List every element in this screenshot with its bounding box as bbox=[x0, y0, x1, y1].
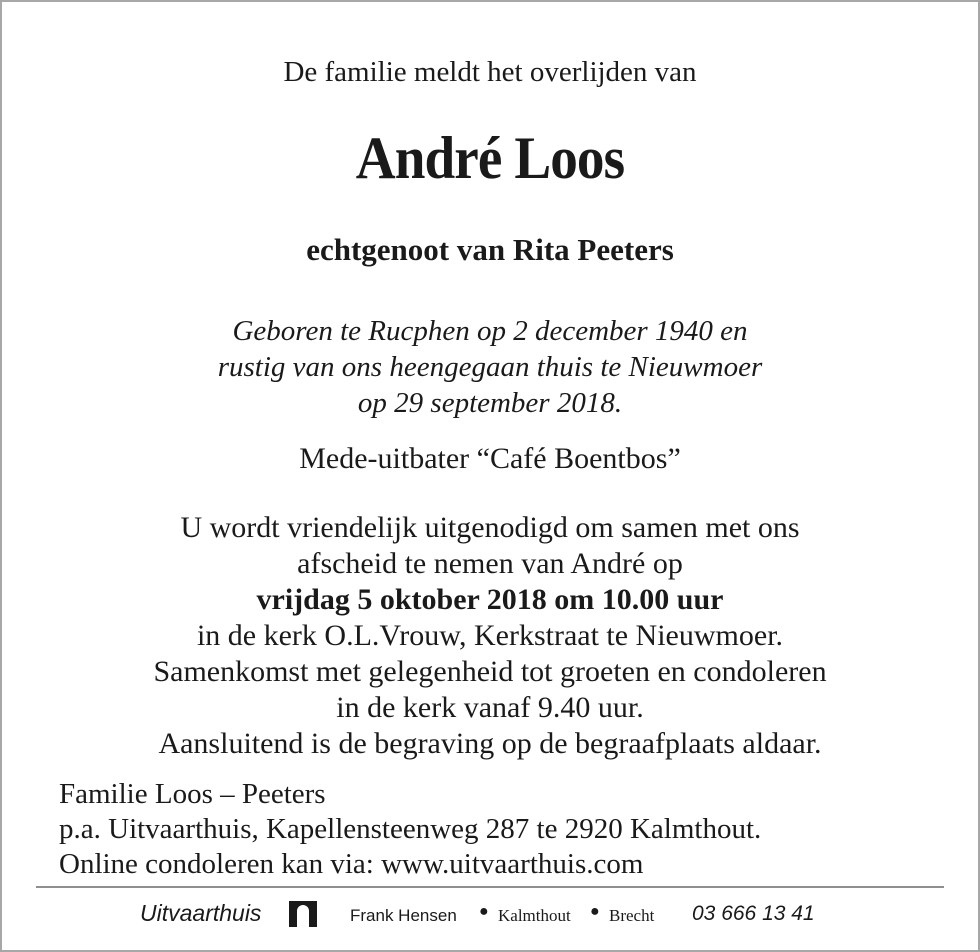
bullet-separator: ● bbox=[590, 903, 600, 920]
funeral-home-footer bbox=[0, 898, 980, 930]
invite-line: in de kerk vanaf 9.40 uur. bbox=[336, 691, 644, 724]
contact-block bbox=[59, 777, 761, 882]
ceremony-datetime: vrijdag 5 oktober 2018 om 10.00 uur bbox=[256, 583, 724, 616]
deceased-name: André Loos bbox=[355, 125, 625, 191]
online-condolence: Online condoleren kan via: www.uitvaarthuis.com bbox=[59, 848, 644, 880]
invite-line: afscheid te nemen van André op bbox=[297, 547, 683, 580]
family-name: Familie Loos – Peeters bbox=[59, 778, 326, 810]
spouse-line: echtgenoot van Rita Peeters bbox=[306, 232, 674, 267]
funeral-home-brand: Uitvaarthuis bbox=[140, 900, 262, 926]
footer-divider bbox=[36, 886, 944, 888]
role-line: Mede-uitbater “Café Boentbos” bbox=[299, 442, 681, 475]
birth-block bbox=[0, 313, 980, 421]
family-address: p.a. Uitvaarthuis, Kapellensteenweg 287 te 2920 Kalmthout. bbox=[59, 813, 762, 845]
funeral-director: Frank Hensen bbox=[350, 906, 457, 925]
location-brecht: Brecht bbox=[609, 906, 655, 925]
arch-logo-icon bbox=[289, 901, 317, 927]
birth-line: Geboren te Rucphen op 2 december 1940 en bbox=[232, 315, 748, 347]
bullet-separator: ● bbox=[479, 903, 489, 920]
invite-line: in de kerk O.L.Vrouw, Kerkstraat te Nieuwmoer. bbox=[196, 619, 784, 652]
birth-line: op 29 september 2018. bbox=[357, 387, 623, 419]
invite-line: U wordt vriendelijk uitgenodigd om samen met ons bbox=[180, 511, 800, 544]
location-kalmthout: Kalmthout bbox=[498, 906, 571, 925]
phone-number: 03 666 13 41 bbox=[692, 902, 815, 925]
intro-text: De familie meldt het overlijden van bbox=[283, 56, 697, 88]
invite-line: Aansluitend is de begraving op de begraafplaats aldaar. bbox=[158, 727, 822, 760]
birth-line: rustig van ons heengegaan thuis te Nieuwmoer bbox=[217, 351, 763, 383]
invite-line: Samenkomst met gelegenheid tot groeten en condoleren bbox=[153, 655, 827, 688]
invitation-block bbox=[0, 510, 980, 762]
